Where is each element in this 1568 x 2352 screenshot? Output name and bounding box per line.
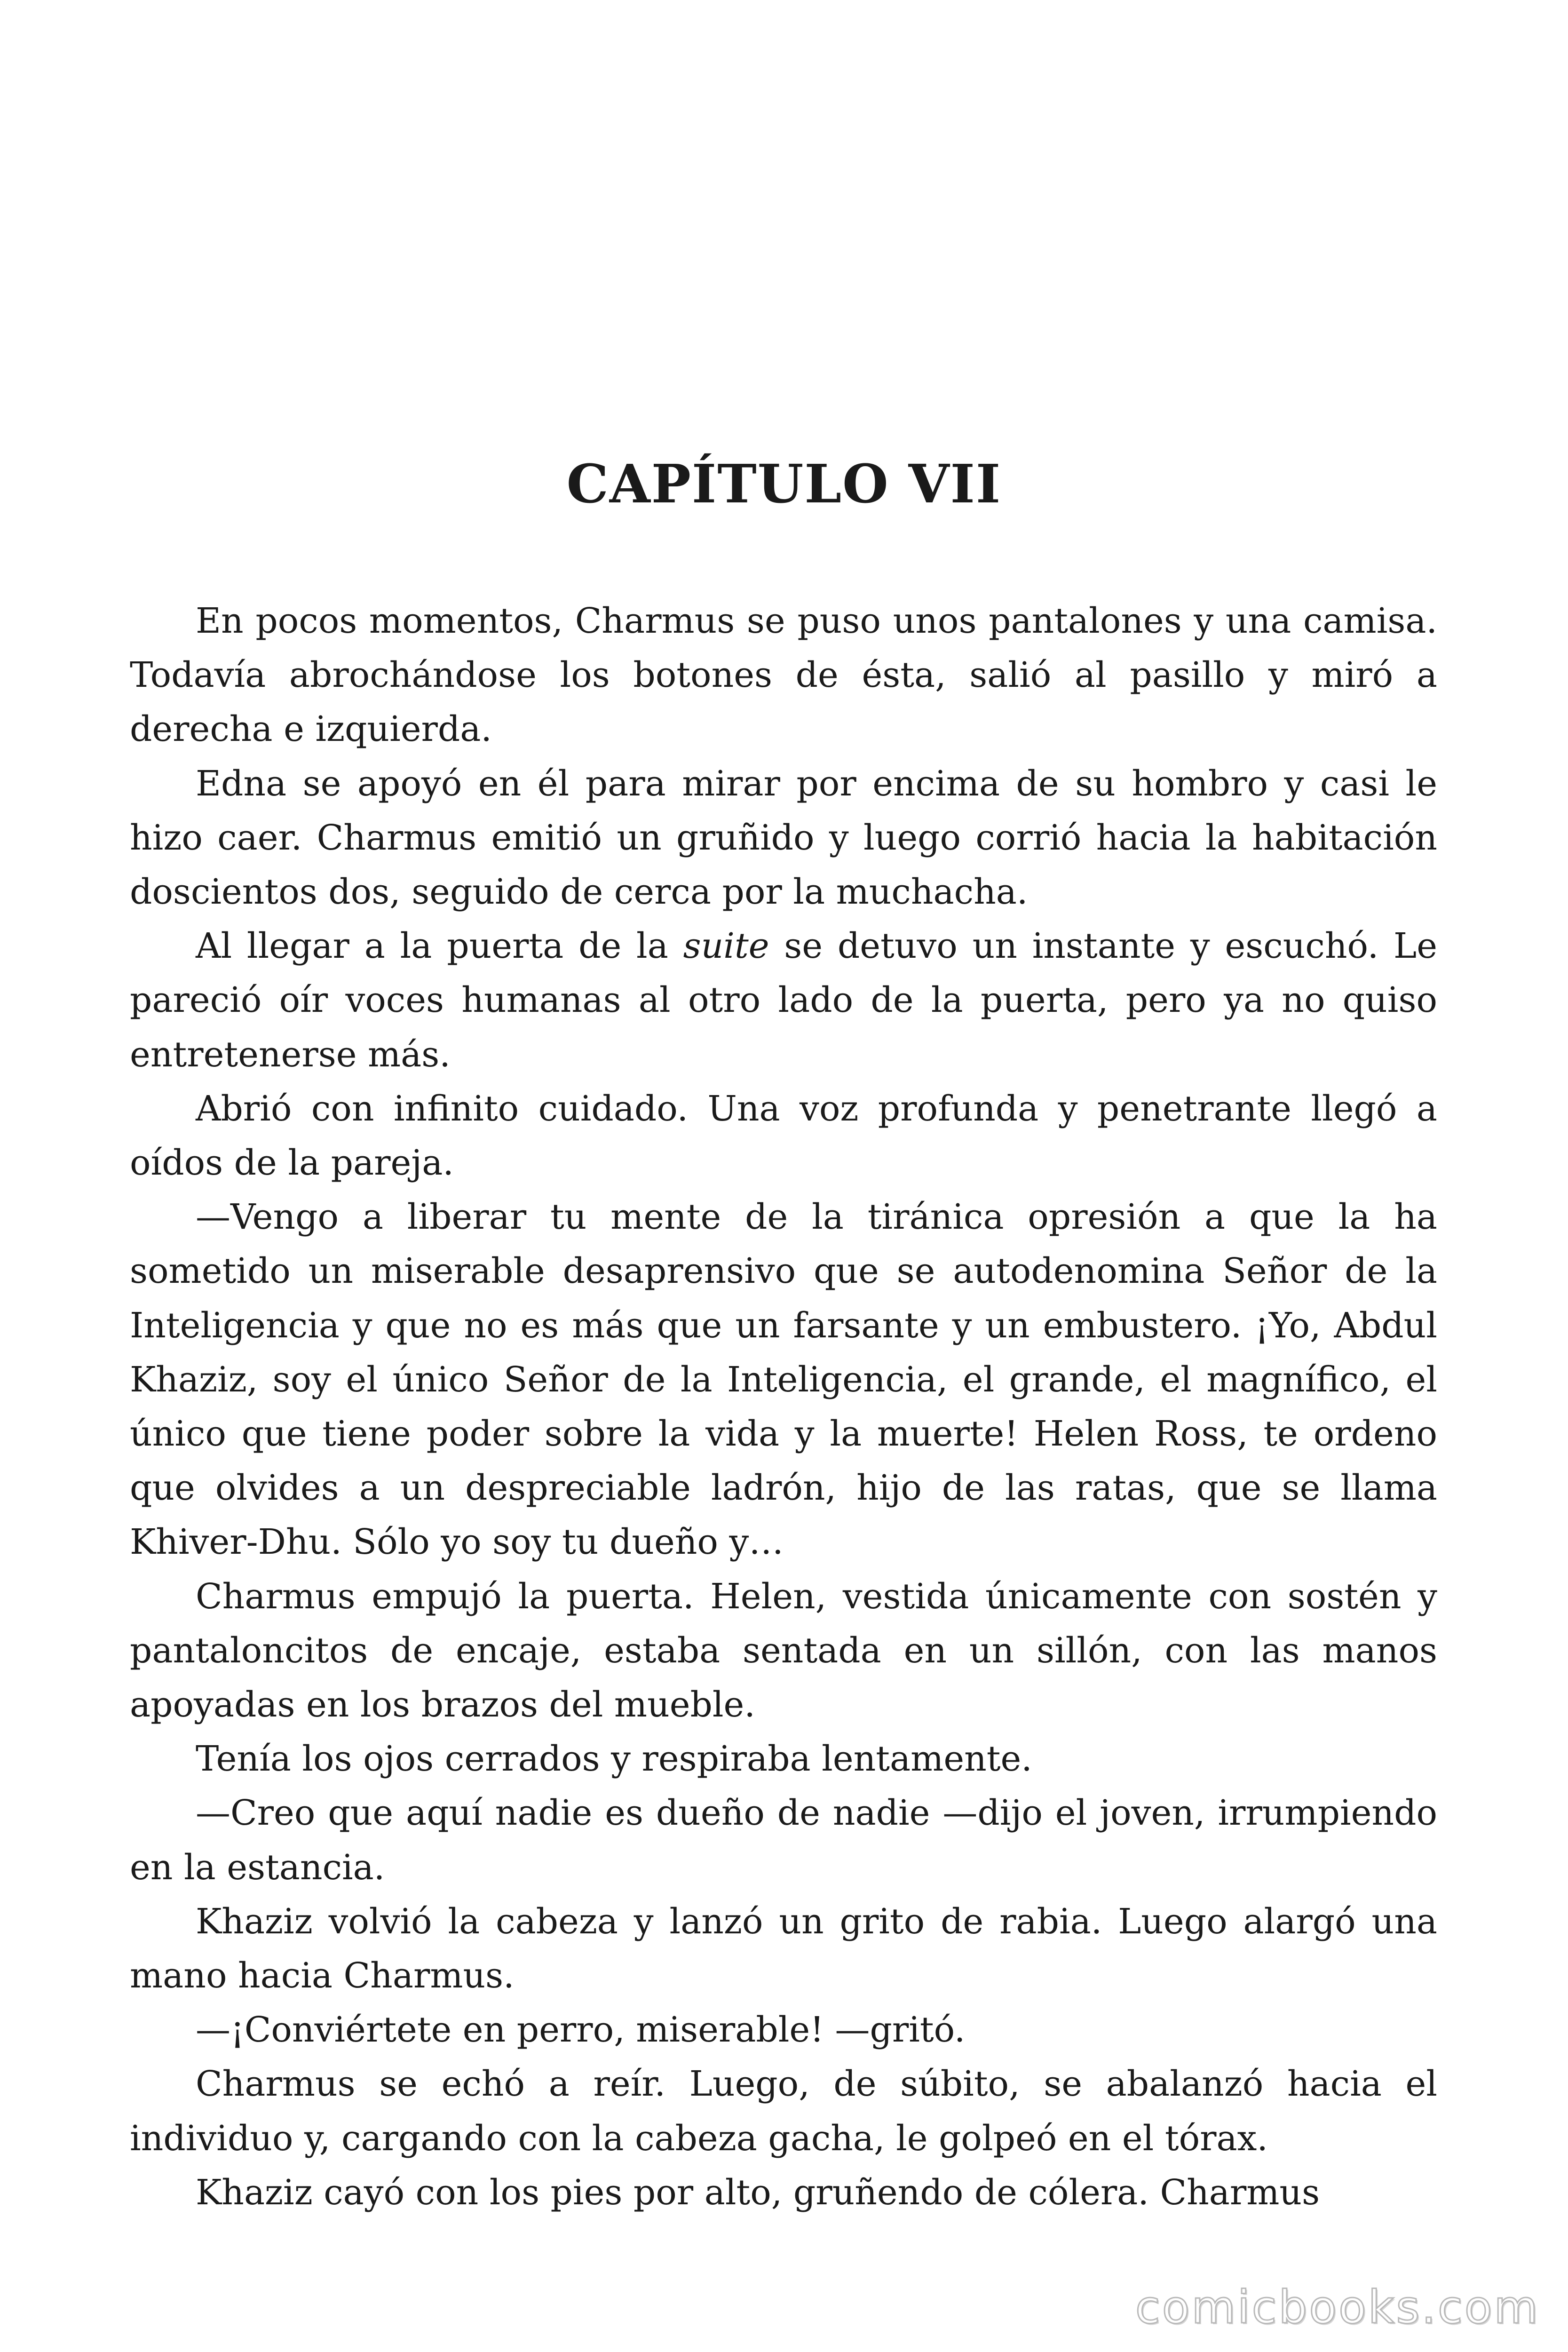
- italic-word: suite: [683, 926, 769, 967]
- watermark: comicbooks.com: [1135, 2281, 1540, 2334]
- paragraph-text: se detuvo un instante y escuchó. Le pareció oír voces humanas al otro lado de la puerta, pero ya no quiso entretenerse más.: [130, 926, 1437, 1075]
- paragraph: Edna se apoyó en él para mirar por encima de su hombro y casi le hizo caer. Charmus emitió un gruñido y luego corrió hacia la habitación doscientos dos, seguido de cerca por la muchacha.: [130, 763, 1437, 913]
- chapter-title: CAPÍTULO VII: [566, 453, 1002, 515]
- paragraph: —¡Conviértete en perro, miserable! —gritó.: [196, 2010, 966, 2050]
- paragraph: Khaziz cayó con los pies por alto, gruñendo de cólera. Charmus: [196, 2172, 1320, 2213]
- paragraph: Charmus se echó a reír. Luego, de súbito, se abalanzó hacia el individuo y, cargando con la cabeza gacha, le golpeó en el tórax.: [130, 2064, 1437, 2159]
- paragraph: —Vengo a liberar tu mente de la tiránica opresión a que la ha sometido un miserable desaprensivo que se autodenomina Señor de la Inteligencia y que no es más que un farsante y un embustero. ¡Yo, Abdul Khaziz, soy el único Señor de la Inteligencia, el grande, el magnífico, el único que tiene poder sobre la vida y la muerte! Helen Ross, te ordeno que olvides a un despreciable ladrón, hijo de las ratas, que se llama Khiver-Dhu. Sólo yo soy tu dueño y…: [130, 1197, 1437, 1563]
- chapter-body: [130, 594, 1437, 2220]
- paragraph: —Creo que aquí nadie es dueño de nadie —dijo el joven, irrumpiendo en la estancia.: [130, 1793, 1437, 1888]
- paragraph: Charmus empujó la puerta. Helen, vestida únicamente con sostén y pantaloncitos de encaje, estaba sentada en un sillón, con las manos apoyadas en los brazos del mueble.: [130, 1576, 1437, 1725]
- paragraph-text: Al llegar a la puerta de la: [196, 926, 683, 967]
- paragraph: Abrió con infinito cuidado. Una voz profunda y penetrante llegó a oídos de la pareja.: [130, 1088, 1437, 1184]
- paragraph: Tenía los ojos cerrados y respiraba lentamente.: [196, 1739, 1032, 1780]
- paragraph: Khaziz volvió la cabeza y lanzó un grito de rabia. Luego alargó una mano hacia Charmus.: [130, 1901, 1437, 1996]
- paragraph: [130, 919, 1437, 1082]
- paragraph: En pocos momentos, Charmus se puso unos pantalones y una camisa. Todavía abrochándose los botones de ésta, salió al pasillo y miró a derecha e izquierda.: [130, 601, 1437, 750]
